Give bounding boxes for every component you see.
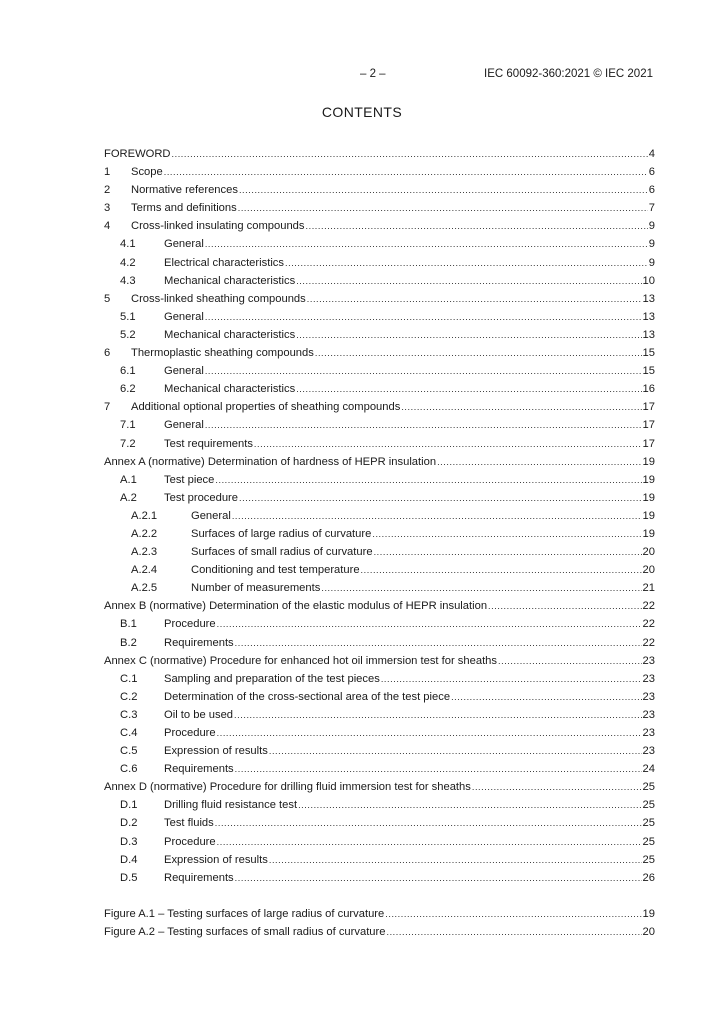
toc-entry-label: Test procedure xyxy=(164,491,239,504)
dot-leader xyxy=(321,579,641,597)
dot-leader xyxy=(296,272,641,290)
toc-entry-label: Electrical characteristics xyxy=(164,256,284,269)
toc-entry-label: Conditioning and test temperature xyxy=(191,564,360,577)
toc-entry[interactable] xyxy=(104,778,655,796)
toc-entry-number: 6.1 xyxy=(120,365,136,378)
toc-entry-page: 23 xyxy=(642,745,655,758)
toc-entry[interactable] xyxy=(104,796,655,814)
dot-leader xyxy=(298,796,641,814)
toc-entry-number: A.2.2 xyxy=(131,527,158,540)
toc-entry[interactable] xyxy=(104,362,655,380)
toc-entry-number: C.5 xyxy=(120,745,138,758)
toc-entry[interactable] xyxy=(104,688,655,706)
dot-leader xyxy=(205,362,642,380)
toc-entry-number: 4 xyxy=(104,220,111,233)
toc-entry-label: FOREWORD xyxy=(104,148,171,160)
dot-leader xyxy=(374,543,642,561)
toc-entry[interactable] xyxy=(104,670,655,688)
toc-entry-number: B.2 xyxy=(120,636,137,649)
toc-entry-label: Normative references xyxy=(131,184,238,197)
toc-entry[interactable] xyxy=(104,199,655,217)
toc-entry-page: 24 xyxy=(642,763,655,776)
toc-entry-page: 25 xyxy=(642,781,655,794)
toc-entry[interactable] xyxy=(104,597,655,615)
toc-entry-label: Test fluids xyxy=(164,817,214,830)
toc-entry-page: 19 xyxy=(642,527,655,540)
dot-leader xyxy=(381,670,642,688)
dot-leader xyxy=(235,634,642,652)
toc-entry[interactable] xyxy=(104,706,655,724)
toc-entry-label: General xyxy=(164,419,204,432)
toc-entry-page: 7 xyxy=(648,202,655,215)
toc-spacer xyxy=(104,887,655,905)
toc-entry-page: 6 xyxy=(648,166,655,179)
dot-leader xyxy=(437,453,641,471)
toc-entry-label: Test requirements xyxy=(164,437,253,450)
standard-reference: IEC 60092-360:2021 © IEC 2021 xyxy=(484,68,653,80)
toc-entry-page: 25 xyxy=(642,799,655,812)
figure-entry-label: Figure A.1 – Testing surfaces of large radius of curvature xyxy=(104,907,385,920)
dot-leader xyxy=(451,688,641,706)
toc-entry-page: 13 xyxy=(642,292,655,305)
toc-entry-label: Procedure xyxy=(164,835,216,848)
toc-entry-label: Additional optional properties of sheathing compounds xyxy=(131,401,401,414)
toc-entry[interactable] xyxy=(104,181,655,199)
toc-entry[interactable] xyxy=(104,217,655,235)
toc-entry-label: Requirements xyxy=(164,763,234,776)
toc-entry-label: Drilling fluid resistance test xyxy=(164,799,298,812)
toc-entry-page: 9 xyxy=(648,238,655,251)
figure-entry-label: Figure A.2 – Testing surfaces of small radius of curvature xyxy=(104,925,386,938)
toc-entry-page: 25 xyxy=(642,817,655,830)
dot-leader xyxy=(238,199,648,217)
toc-entry-number: D.4 xyxy=(120,853,138,866)
dot-leader xyxy=(164,163,648,181)
dot-leader xyxy=(285,254,648,272)
toc-entry-label: Thermoplastic sheathing compounds xyxy=(131,347,314,360)
toc-entry-page: 25 xyxy=(642,853,655,866)
toc-entry-page: 25 xyxy=(642,835,655,848)
toc-entry-page: 6 xyxy=(648,184,655,197)
dot-leader xyxy=(232,507,642,525)
dot-leader xyxy=(472,778,642,796)
toc-entry-label: Annex A (normative) Determination of hardness of HEPR insulation xyxy=(104,455,437,468)
toc-entry-label: General xyxy=(164,238,204,251)
toc-entry-label: General xyxy=(164,310,204,323)
toc-entry-label: Mechanical characteristics xyxy=(164,274,296,287)
toc-entry-number: C.4 xyxy=(120,727,138,739)
toc-entry-page: 4 xyxy=(648,148,655,160)
toc-entry[interactable] xyxy=(104,308,655,326)
toc-entry-number: D.1 xyxy=(120,799,138,812)
toc-entry-page: 9 xyxy=(648,220,655,233)
toc-entry-number: 5 xyxy=(104,292,111,305)
toc-entry-label: Expression of results xyxy=(164,745,268,758)
toc-entry[interactable] xyxy=(104,543,655,561)
toc-entry-page: 20 xyxy=(642,564,655,577)
toc-entry[interactable] xyxy=(104,416,655,434)
toc-entry[interactable] xyxy=(104,326,655,344)
toc-entry-page: 23 xyxy=(642,727,655,739)
toc-entry-page: 10 xyxy=(642,274,655,287)
toc-entry-page: 21 xyxy=(642,582,655,595)
toc-entry[interactable] xyxy=(104,471,655,489)
toc-entry-label: Terms and definitions xyxy=(131,202,237,215)
dot-leader xyxy=(172,145,648,163)
dot-leader xyxy=(361,561,642,579)
toc-entry-page: 19 xyxy=(642,491,655,504)
dot-leader xyxy=(307,290,642,308)
dot-leader xyxy=(205,235,648,253)
toc-entry-label: Expression of results xyxy=(164,853,268,866)
toc-entry-label: General xyxy=(191,509,231,522)
page-header xyxy=(0,68,724,84)
toc-entry-page: 17 xyxy=(642,419,655,432)
toc-entry-number: C.2 xyxy=(120,690,138,703)
dot-leader xyxy=(215,471,641,489)
toc-entry-number: 4.3 xyxy=(120,274,136,287)
toc-entry-page: 13 xyxy=(642,310,655,323)
toc-entry-label: Oil to be used xyxy=(164,708,234,721)
toc-entry[interactable] xyxy=(104,869,655,887)
toc-entry-label: Procedure xyxy=(164,618,216,631)
toc-entry-label: Number of measurements xyxy=(191,582,321,595)
toc-entry-page: 13 xyxy=(642,328,655,341)
dot-leader xyxy=(235,760,642,778)
toc-entry-number: 6 xyxy=(104,347,111,360)
toc-entry-page: 19 xyxy=(642,473,655,486)
toc-entry-number: 1 xyxy=(104,166,111,179)
toc-entry-label: Annex C (normative) Procedure for enhanced hot oil immersion test for sheaths xyxy=(104,654,497,667)
toc-entry-number: D.3 xyxy=(120,835,138,848)
toc-entry-number: 7 xyxy=(104,401,111,414)
toc-entry-number: C.6 xyxy=(120,763,138,776)
toc-entry[interactable] xyxy=(104,652,655,670)
dot-leader xyxy=(217,615,642,633)
dot-leader xyxy=(234,706,642,724)
toc-entry[interactable] xyxy=(104,561,655,579)
toc-entry[interactable] xyxy=(104,290,655,308)
toc-entry-page: 15 xyxy=(642,347,655,360)
toc-entry[interactable] xyxy=(104,435,655,453)
toc-entry-label: Requirements xyxy=(164,871,234,884)
toc-entry-label: Requirements xyxy=(164,636,234,649)
toc-entry-page: 23 xyxy=(642,672,655,685)
toc-entry[interactable] xyxy=(104,742,655,760)
toc-entry-label: Annex B (normative) Determination of the elastic modulus of HEPR insulation xyxy=(104,600,488,613)
page-number: – 2 – xyxy=(360,68,386,80)
toc-entry-label: Cross-linked insulating compounds xyxy=(131,220,305,233)
toc-entry[interactable] xyxy=(104,814,655,832)
toc-entry-page: 23 xyxy=(642,690,655,703)
toc-entry[interactable] xyxy=(104,163,655,181)
toc-entry-page: 22 xyxy=(642,600,655,613)
dot-leader xyxy=(296,380,641,398)
toc-entry-page: 22 xyxy=(642,618,655,631)
toc-entry[interactable] xyxy=(104,145,655,163)
dot-leader xyxy=(488,597,642,615)
toc-entry-label: Scope xyxy=(131,166,163,179)
toc-entry[interactable] xyxy=(104,525,655,543)
toc-entry-number: 7.1 xyxy=(120,419,136,432)
toc-entry[interactable] xyxy=(104,398,655,416)
dot-leader xyxy=(235,869,642,887)
toc-entry-page: 17 xyxy=(642,401,655,414)
dot-leader xyxy=(315,344,642,362)
toc-entry-label: Determination of the cross-sectional area of the test piece xyxy=(164,690,451,703)
toc-entry-number: 2 xyxy=(104,184,111,197)
list-of-figures xyxy=(104,905,655,941)
toc-entry[interactable] xyxy=(104,833,655,851)
toc-entry-number: A.2.4 xyxy=(131,564,158,577)
toc-entry-label: Test piece xyxy=(164,473,215,486)
toc-entry-label: Sampling and preparation of the test pieces xyxy=(164,672,380,685)
toc-entry-number: 4.2 xyxy=(120,256,136,269)
toc-entry-page: 26 xyxy=(642,871,655,884)
figure-entry-page: 20 xyxy=(642,925,655,938)
toc-entry-number: 5.2 xyxy=(120,328,136,341)
dot-leader xyxy=(269,851,642,869)
toc-entry-number: 7.2 xyxy=(120,437,136,450)
dot-leader xyxy=(217,833,642,851)
toc-entry-page: 20 xyxy=(642,546,655,559)
toc-entry[interactable] xyxy=(104,724,655,742)
toc-entry-page: 9 xyxy=(648,256,655,269)
toc-entry-page: 17 xyxy=(642,437,655,450)
toc-entry-number: A.2.5 xyxy=(131,582,158,595)
toc-entry[interactable] xyxy=(104,380,655,398)
figure-entry[interactable] xyxy=(104,923,655,941)
toc-entry-label: Cross-linked sheathing compounds xyxy=(131,292,306,305)
toc-entry-number: D.5 xyxy=(120,871,138,884)
toc-entry-page: 19 xyxy=(642,455,655,468)
toc-entry-label: Mechanical characteristics xyxy=(164,328,296,341)
page-title: CONTENTS xyxy=(321,104,403,120)
toc-entry-page: 15 xyxy=(642,365,655,378)
toc-entry[interactable] xyxy=(104,507,655,525)
toc-entry-label: Annex D (normative) Procedure for drilling fluid immersion test for sheaths xyxy=(104,781,471,794)
toc-entry-label: Mechanical characteristics xyxy=(164,383,296,396)
dot-leader xyxy=(498,652,642,670)
toc-entry[interactable] xyxy=(104,489,655,507)
toc-entry[interactable] xyxy=(104,579,655,597)
toc-entry-page: 19 xyxy=(642,509,655,522)
toc-entry-number: 6.2 xyxy=(120,383,136,396)
toc-entry[interactable] xyxy=(104,453,655,471)
dot-leader xyxy=(269,742,642,760)
toc-entry-number: 4.1 xyxy=(120,238,136,251)
dot-leader xyxy=(386,923,641,941)
figure-entry-page: 19 xyxy=(642,907,655,920)
dot-leader xyxy=(239,489,642,507)
dot-leader xyxy=(254,435,642,453)
toc-entry-number: D.2 xyxy=(120,817,138,830)
toc-entry[interactable] xyxy=(104,235,655,253)
toc-entry[interactable] xyxy=(104,851,655,869)
toc-entries xyxy=(104,145,655,887)
dot-leader xyxy=(296,326,641,344)
toc-entry-label: Procedure xyxy=(164,727,216,739)
toc-entry-number: A.1 xyxy=(120,473,137,486)
toc-entry-number: A.2.1 xyxy=(131,509,158,522)
dot-leader xyxy=(239,181,648,199)
toc-entry-number: C.3 xyxy=(120,708,138,721)
dot-leader xyxy=(385,905,641,923)
toc-entry[interactable] xyxy=(104,254,655,272)
dot-leader xyxy=(306,217,648,235)
toc-entry-number: A.2.3 xyxy=(131,546,158,559)
toc-entry-number: 5.1 xyxy=(120,310,136,323)
toc-entry-number: C.1 xyxy=(120,672,138,685)
toc-entry[interactable] xyxy=(104,344,655,362)
toc-entry[interactable] xyxy=(104,634,655,652)
table-of-contents xyxy=(104,145,655,941)
toc-entry-page: 22 xyxy=(642,636,655,649)
dot-leader xyxy=(215,814,642,832)
toc-entry-label: General xyxy=(164,365,204,378)
toc-entry[interactable] xyxy=(104,760,655,778)
toc-entry-page: 16 xyxy=(642,383,655,396)
dot-leader xyxy=(205,308,642,326)
toc-entry-label: Surfaces of small radius of curvature xyxy=(191,546,373,559)
toc-entry-page: 23 xyxy=(642,654,655,667)
dot-leader xyxy=(205,416,642,434)
toc-entry-label: Surfaces of large radius of curvature xyxy=(191,527,372,540)
figure-entry[interactable] xyxy=(104,905,655,923)
toc-entry-number: A.2 xyxy=(120,491,137,504)
dot-leader xyxy=(372,525,641,543)
toc-entry-page: 23 xyxy=(642,708,655,721)
toc-entry[interactable] xyxy=(104,272,655,290)
toc-entry-number: B.1 xyxy=(120,618,137,631)
dot-leader xyxy=(217,724,642,742)
toc-entry[interactable] xyxy=(104,615,655,633)
dot-leader xyxy=(401,398,641,416)
toc-entry-number: 3 xyxy=(104,202,111,215)
